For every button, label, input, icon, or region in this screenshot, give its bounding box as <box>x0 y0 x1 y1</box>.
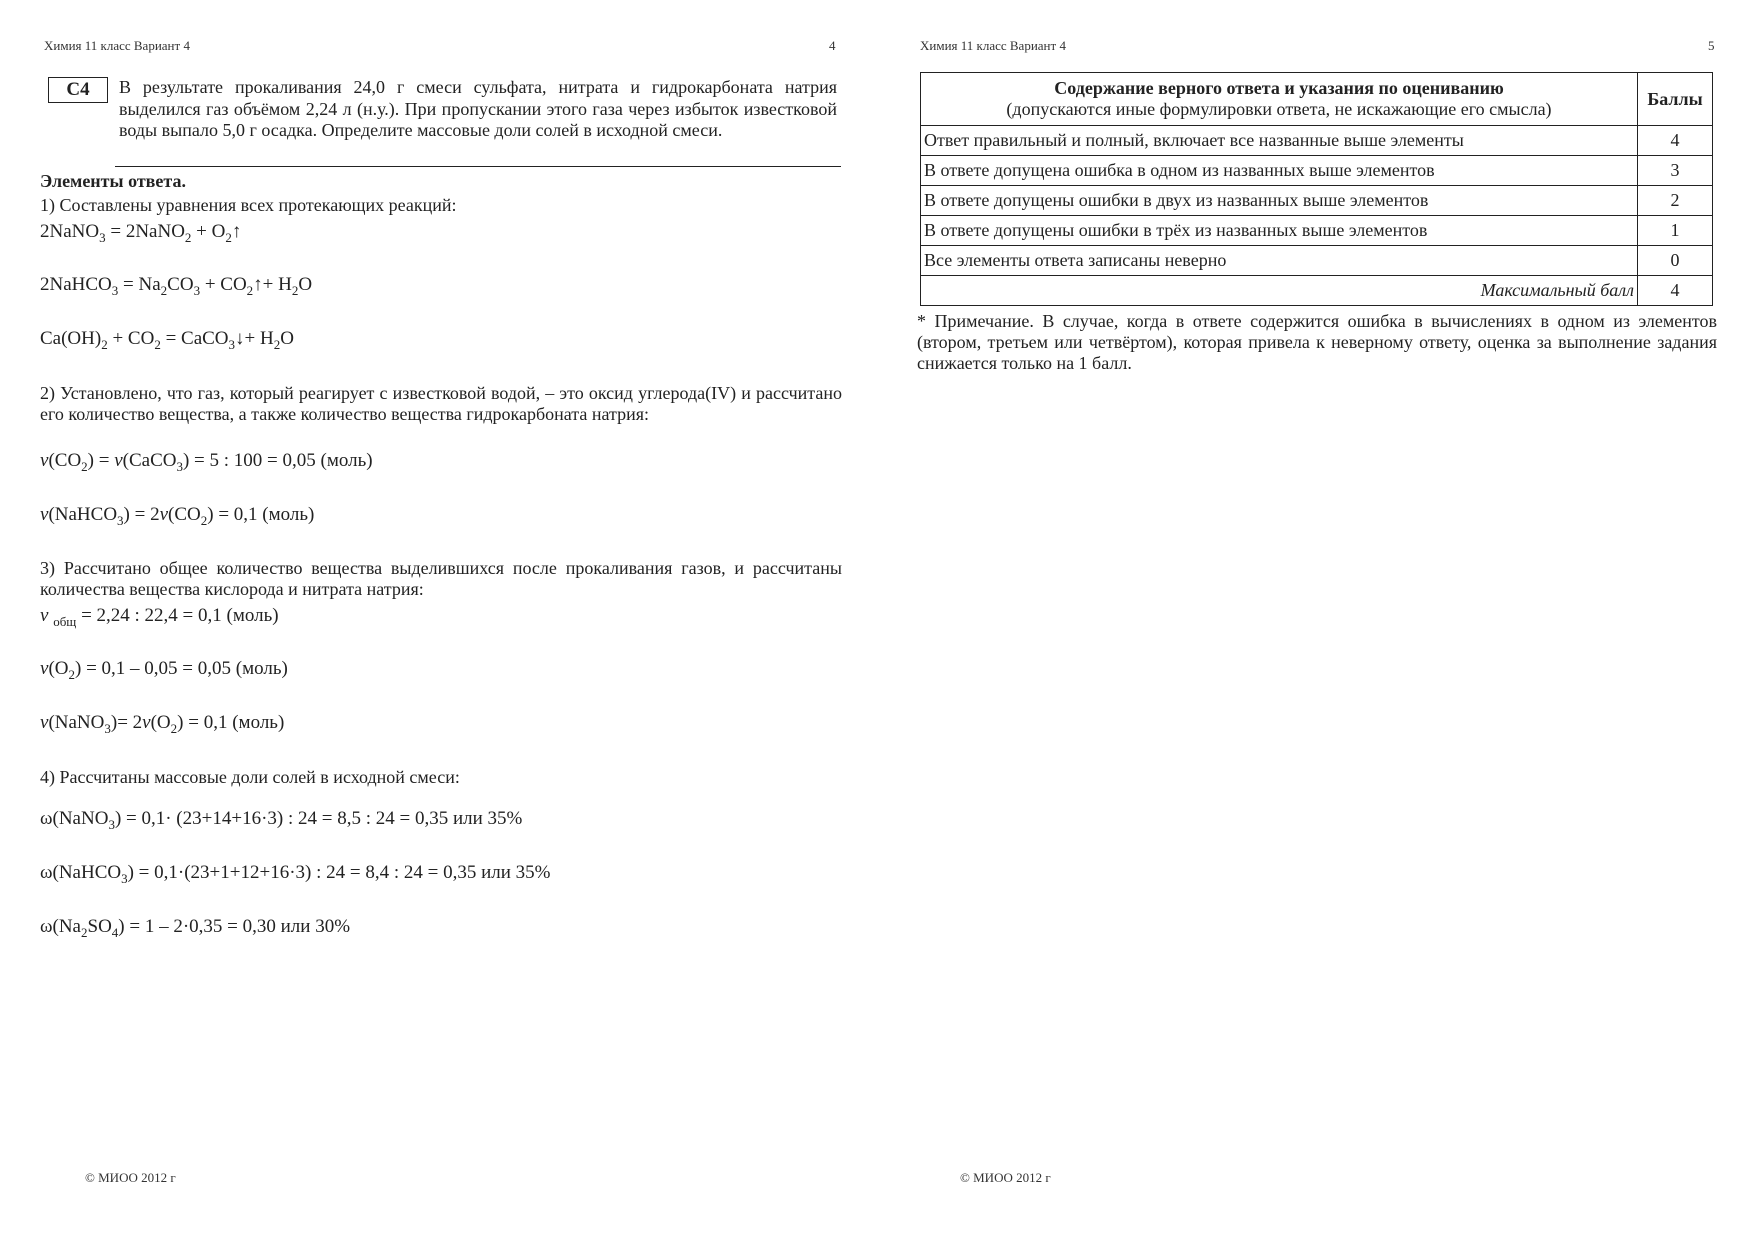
points-cell: 2 <box>1638 186 1713 216</box>
task-id: С4 <box>48 77 108 103</box>
table-row <box>921 246 1713 276</box>
step-4-text: 4) Рассчитаны массовые доли солей в исходной смеси: <box>40 767 460 787</box>
header-title: Содержание верного ответа и указания по оцениванию <box>1054 78 1504 98</box>
calc-w-nano3: ω(NaNO$_3$) = 0,1· (23+14+16·3) : 24 = 8,5 : 24 = 0,35 или 35% <box>40 808 523 832</box>
task-divider <box>115 166 841 167</box>
equation-limewater: $Ca(OH)_2 + CO_2$ = CaCO$_3$↓+ $H_2O$ <box>40 328 294 352</box>
points-cell: 4 <box>1638 126 1713 156</box>
equation-nano3-decomposition: 2NaNO$_3$ = 2NaNO$_2$ + $O_2↑$ <box>40 221 242 245</box>
running-head: Химия 11 класс Вариант 4 <box>44 38 190 53</box>
running-head: Химия 11 класс Вариант 4 <box>920 38 1066 53</box>
points-cell: 0 <box>1638 246 1713 276</box>
calc-n-nano3: ν(NaNO$_3$)= $2\nu(O_2) = 0,1$ (моль) <box>40 712 285 736</box>
calc-n-total: ν $_{общ}$ = 2,24 : 22,4 = 0,1 (моль) <box>40 605 279 629</box>
criterion-cell: Ответ правильный и полный, включает все названные выше элементы <box>921 126 1638 156</box>
criterion-cell: Все элементы ответа записаны неверно <box>921 246 1638 276</box>
step-3-text: 3) Рассчитано общее количество вещества выделившихся после прокаливания газов, и рассчитаны количества вещества кислорода и нитрата натрия: <box>40 558 842 599</box>
grading-table <box>920 72 1713 306</box>
criterion-cell: В ответе допущены ошибки в трёх из названных выше элементов <box>921 216 1638 246</box>
criterion-cell: В ответе допущена ошибка в одном из названных выше элементов <box>921 156 1638 186</box>
task-text: В результате прокаливания 24,0 г смеси сульфата, нитрата и гидрокарбоната натрия выделился газ объёмом 2,24 л (н.у.). При пропускании этого газа через избыток известковой воды выпало 5,0 г осадка. Определите массовые доли солей в исходной смеси. <box>119 77 837 140</box>
page-number: 4 <box>829 38 836 53</box>
max-score-value: 4 <box>1638 276 1713 306</box>
points-cell: 1 <box>1638 216 1713 246</box>
calc-n-nahco3: ν(NaHCO$_3$) = $2\nu(CO_2) = 0,1$ (моль) <box>40 504 315 528</box>
grading-table-header <box>921 73 1713 126</box>
table-row <box>921 126 1713 156</box>
header-points: Баллы <box>1638 73 1713 126</box>
header-subtitle: (допускаются иные формулировки ответа, не искажающие его смысла) <box>1006 99 1552 119</box>
max-score-label: Максимальный балл <box>921 276 1638 306</box>
equation-nahco3-decomposition: 2NaHCO$_3$ = $Na_2CO_3$ + $CO_2↑+ H_2O$ <box>40 274 313 298</box>
calc-n-co2: $\nu(CO_2)$ = ν(CaCO$_3$) = 5 : 100 = 0,05 (моль) <box>40 450 373 474</box>
table-row <box>921 186 1713 216</box>
calc-n-o2: $\nu(O_2) = 0,1 - 0,05 = 0,05$ (моль) <box>40 658 288 682</box>
grading-note: * Примечание. В случае, когда в ответе содержится ошибка в вычислениях в одном из элементов (втором, третьем или четвёртом), которая привела к неверному ответу, оценка за выполнение задания снижается только на 1 балл. <box>917 311 1717 373</box>
max-score-row <box>921 276 1713 306</box>
calc-w-nahco3: ω(NaHCO$_3$) = 0,1·(23+1+12+16·3) : 24 = 8,4 : 24 = 0,35 или 35% <box>40 862 551 886</box>
solution-title: Элементы ответа. <box>40 171 186 191</box>
table-row <box>921 216 1713 246</box>
footer-copyright: © МИОО 2012 г <box>960 1170 1051 1185</box>
criterion-cell: В ответе допущены ошибки в двух из названных выше элементов <box>921 186 1638 216</box>
header-criteria-cell <box>921 73 1638 126</box>
step-2-text: 2) Установлено, что газ, который реагирует с известковой водой, – это оксид углерода(IV) и рассчитано его количество вещества, а также количество вещества гидрокарбоната натрия: <box>40 383 842 424</box>
footer-copyright: © МИОО 2012 г <box>85 1170 176 1185</box>
table-row <box>921 156 1713 186</box>
calc-w-na2so4: $\omega(Na_2SO_4) = 1 - 2\cdot 0,35 = 0,30$ или 30% <box>40 916 351 940</box>
step-1-text: 1) Составлены уравнения всех протекающих реакций: <box>40 195 457 215</box>
points-cell: 3 <box>1638 156 1713 186</box>
page-number: 5 <box>1708 38 1715 53</box>
